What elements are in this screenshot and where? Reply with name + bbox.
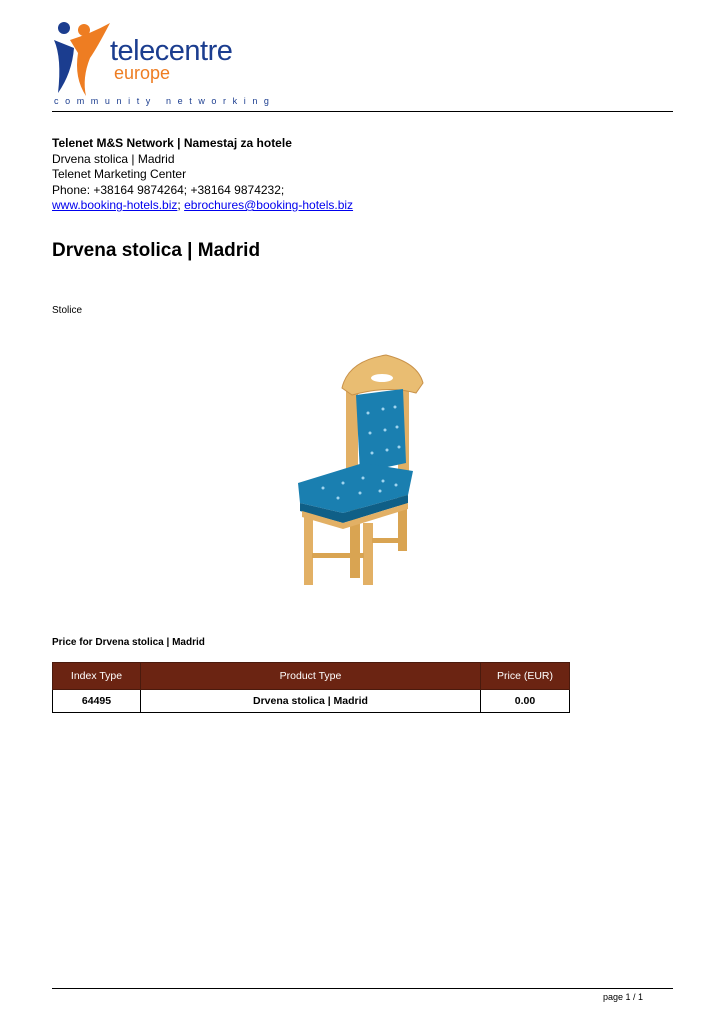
page-title: Drvena stolica | Madrid	[52, 240, 261, 261]
chair-image	[268, 333, 448, 593]
table-row	[53, 690, 570, 713]
phone-line: Phone: +38164 9874264; +38164 9874232;	[52, 182, 285, 197]
table-header-row	[53, 663, 570, 690]
logo-figures-icon	[52, 18, 112, 98]
email-link[interactable]: ebrochures@booking-hotels.biz	[184, 198, 354, 212]
cell-index: 64495	[53, 690, 141, 713]
logo-brand-line2: europe	[114, 63, 171, 83]
product-line: Drvena stolica | Madrid	[52, 151, 175, 166]
header-product-type: Product Type	[141, 663, 481, 690]
header-index-type: Index Type	[53, 663, 141, 690]
marketing-center: Telenet Marketing Center	[52, 167, 187, 181]
website-link[interactable]: www.booking-hotels.biz	[52, 198, 178, 212]
company-header	[52, 136, 353, 214]
logo-brand-line1: telecentre	[110, 35, 233, 67]
page-number: page 1 / 1	[602, 992, 643, 1002]
header-price: Price (EUR)	[481, 663, 570, 690]
link-separator: ;	[177, 198, 181, 212]
telecentre-europe-logo	[52, 18, 276, 108]
cell-product: Drvena stolica | Madrid	[141, 690, 481, 713]
category-label: Stolice	[52, 305, 83, 316]
company-name: Telenet M&S Network | Namestaj za hotele	[52, 136, 292, 150]
price-section-title: Price for Drvena stolica | Madrid	[52, 637, 205, 648]
footer-divider	[52, 988, 673, 989]
price-table	[52, 662, 570, 713]
links-line	[52, 198, 353, 214]
cell-price: 0.00	[481, 690, 570, 713]
header-divider	[52, 111, 673, 112]
logo-tagline: community networking	[54, 96, 276, 106]
